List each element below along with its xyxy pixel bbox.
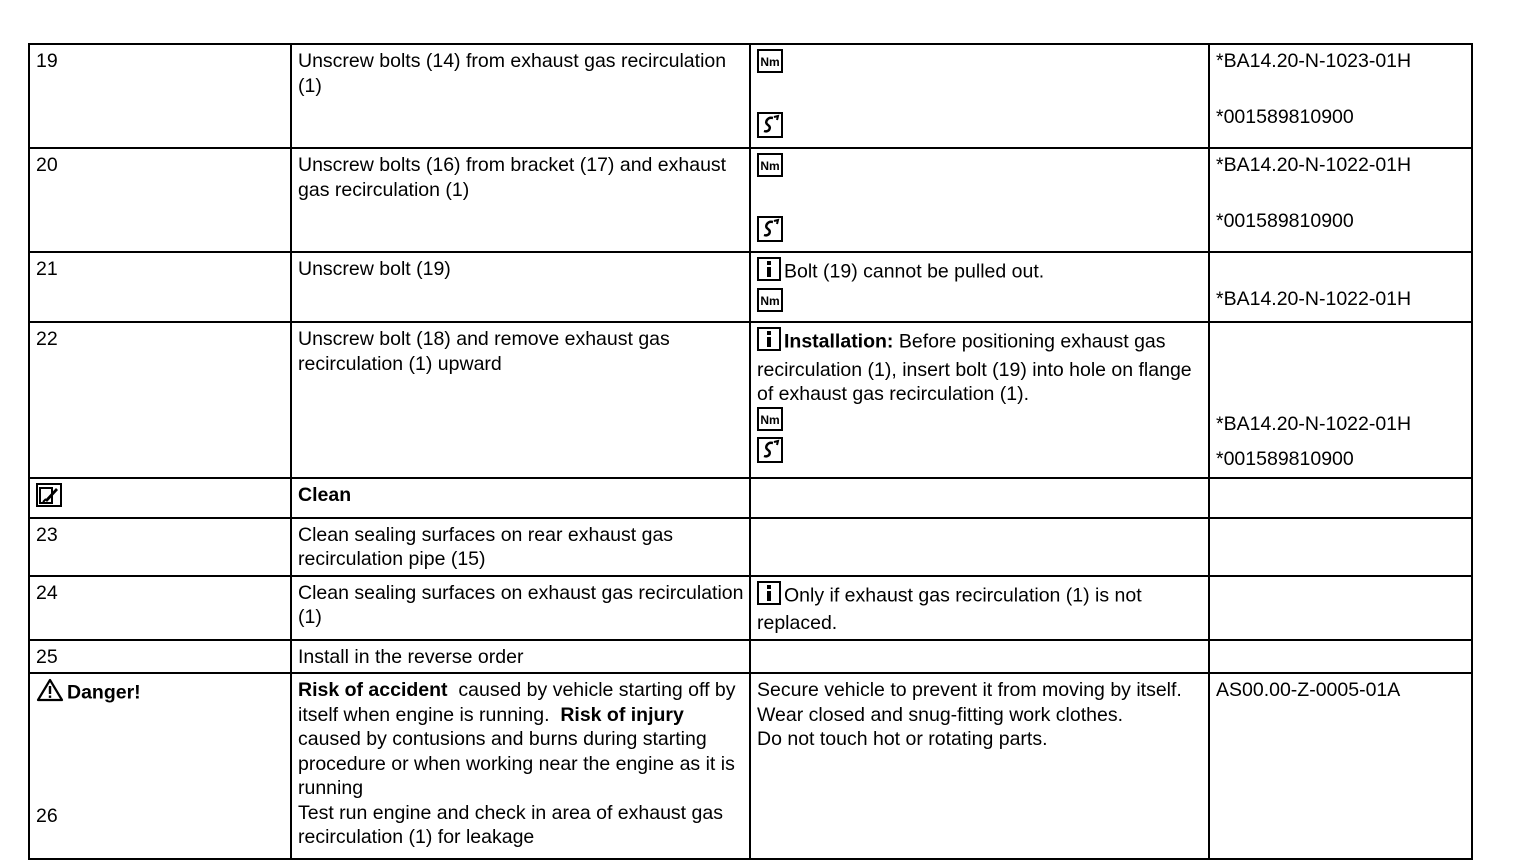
step-number: 24 xyxy=(29,576,291,640)
table-row xyxy=(29,576,1472,640)
torque-nm-icon[interactable] xyxy=(757,153,783,184)
warning-triangle-icon xyxy=(36,678,64,709)
torque-nm-icon[interactable] xyxy=(757,288,783,319)
svg-text:Nm: Nm xyxy=(760,55,780,69)
step-number: Danger! 26 xyxy=(29,673,291,859)
section-row xyxy=(29,478,1472,518)
info-icon xyxy=(757,327,781,358)
step-26-description: Test run engine and check in area of exhaust gas recirculation (1) for leakage xyxy=(298,801,723,848)
step-reference: *BA14.20-N-1023-01H *001589810900 xyxy=(1209,44,1472,148)
danger-label: Danger! xyxy=(67,681,141,704)
note-label: Installation: xyxy=(784,330,894,353)
table-row xyxy=(29,673,1472,859)
special-tool-icon[interactable] xyxy=(757,216,783,249)
note-text: Only if exhaust gas recirculation (1) is not replaced. xyxy=(757,583,1142,634)
procedure-table xyxy=(28,43,1473,860)
step-reference: *BA14.20-N-1022-01H xyxy=(1209,252,1472,322)
step-notes xyxy=(750,44,1209,148)
step-notes xyxy=(750,576,1209,640)
step-notes xyxy=(750,252,1209,322)
step-reference: *BA14.20-N-1022-01H *001589810900 xyxy=(1209,148,1472,252)
info-icon xyxy=(757,257,781,288)
step-number: 20 xyxy=(29,148,291,252)
special-tool-icon[interactable] xyxy=(757,437,783,470)
step-number: 19 xyxy=(29,44,291,148)
step-description: Unscrew bolt (19) xyxy=(291,252,750,322)
step-reference: AS00.00-Z-0005-01A xyxy=(1209,673,1472,859)
measure-text: Do not touch hot or rotating parts. xyxy=(757,728,1048,750)
step-reference: *BA14.20-N-1022-01H *001589810900 xyxy=(1209,322,1472,478)
table-row xyxy=(29,518,1472,576)
step-description: Unscrew bolt (18) and remove exhaust gas recirculation (1) upward xyxy=(291,322,750,478)
step-number: 25 xyxy=(29,640,291,674)
table-row xyxy=(29,640,1472,674)
step-description: Clean sealing surfaces on exhaust gas recirculation (1) xyxy=(291,576,750,640)
svg-text:Nm: Nm xyxy=(760,159,780,173)
step-number: 21 xyxy=(29,252,291,322)
step-description: Clean sealing surfaces on rear exhaust gas recirculation pipe (15) xyxy=(291,518,750,576)
info-icon xyxy=(757,581,781,612)
table-row xyxy=(29,148,1472,252)
note-text: Before positioning exhaust gas recirculation (1), insert bolt (19) into hole on flange of exhaust gas recirculation (1). xyxy=(757,330,1192,405)
step-number: 23 xyxy=(29,518,291,576)
svg-text:Nm: Nm xyxy=(760,412,780,427)
measure-text: Secure vehicle to prevent it from moving by itself. xyxy=(757,679,1182,701)
table-row xyxy=(29,44,1472,148)
step-description: Unscrew bolts (14) from exhaust gas recirculation (1) xyxy=(291,44,750,148)
danger-text: Risk of accident caused by vehicle starting off by itself when engine is running. Risk of injury caused by contusions and burns during starting procedure or when working near the engine as it is running xyxy=(298,679,741,799)
danger-measures xyxy=(750,673,1209,859)
step-notes xyxy=(750,148,1209,252)
torque-nm-icon[interactable] xyxy=(757,407,783,438)
step-description xyxy=(291,673,750,859)
step-notes xyxy=(750,322,1209,478)
table-row xyxy=(29,252,1472,322)
section-title: Clean xyxy=(291,478,750,518)
torque-nm-icon[interactable] xyxy=(757,49,783,80)
step-description: Install in the reverse order xyxy=(291,640,750,674)
note-text: Bolt (19) cannot be pulled out. xyxy=(784,260,1045,283)
clean-icon xyxy=(36,483,62,514)
svg-text:Nm: Nm xyxy=(760,293,780,308)
special-tool-icon[interactable] xyxy=(757,112,783,145)
table-row xyxy=(29,322,1472,478)
step-number: 22 xyxy=(29,322,291,478)
measure-text: Wear closed and snug-fitting work clothes. xyxy=(757,703,1123,726)
step-description: Unscrew bolts (16) from bracket (17) and exhaust gas recirculation (1) xyxy=(291,148,750,252)
section-icon-cell xyxy=(29,478,291,518)
